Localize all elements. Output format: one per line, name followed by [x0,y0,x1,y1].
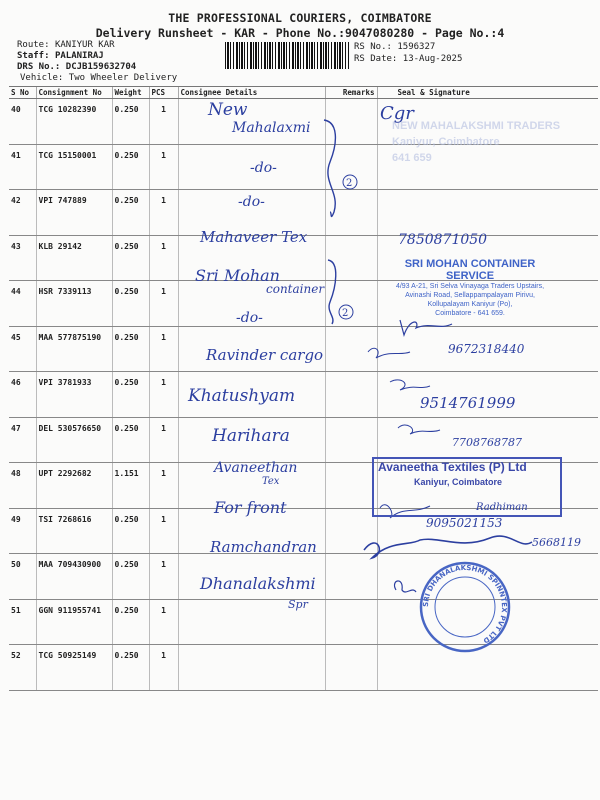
hw-row42: -do- [238,194,265,210]
cell-sno: 43 [9,235,36,281]
cell-pcs: 1 [149,281,178,327]
cell-pcs: 1 [149,417,178,463]
hw-row49: Avaneethan [214,460,298,476]
cell-consignment-no: TCG 50925149 [36,645,112,691]
cell-pcs: 1 [149,144,178,190]
hw-row51: Ramchandran [210,538,317,556]
cell-sno: 41 [9,144,36,190]
phone-row47: 9514761999 [420,394,516,412]
cell-sno: 49 [9,508,36,554]
cell-consignment-no: TSI 7268616 [36,508,112,554]
cell-weight: 0.250 [112,508,149,554]
hw-row50: For front [214,498,287,517]
hw-row47: Khatushyam [188,386,296,406]
sri-mohan-stamp [380,258,560,318]
sig-row52 [394,581,416,592]
cell-sno: 52 [9,645,36,691]
seal-inner-ring [435,577,495,637]
drs-value: DCJB159632704 [65,62,137,72]
runsheet-subtitle: Delivery Runsheet - KAR - Phone No.:9047080280 - Page No.:4 [95,26,505,40]
vehicle-value: Two Wheeler Delivery [68,73,178,83]
round-seal [418,560,512,654]
hw-row45: -do- [236,310,263,326]
cell-pcs: 1 [149,190,178,236]
cell-remarks [325,645,377,691]
hw-row43: Mahaveer Tex [200,228,308,246]
cell-weight: 0.250 [112,235,149,281]
cell-consignment-no: DEL 530576650 [36,417,112,463]
cell-consignment-no: KLB 29142 [36,235,112,281]
staff-value: PALANIRAJ [54,51,104,61]
sri-mohan-line3: Kollupalayam Kaniyur (Po), [427,301,513,308]
col-consignment: Consignment No [36,87,112,99]
cell-consignment-no: TCG 15150001 [36,144,112,190]
cell-pcs: 1 [149,235,178,281]
cell-pcs: 1 [149,554,178,600]
cell-sno: 51 [9,599,36,645]
cell-weight: 0.250 [112,190,149,236]
seal-outer-ring [421,563,509,651]
cell-pcs: 1 [149,645,178,691]
cell-seal-signature [377,190,598,236]
cell-weight: 0.250 [112,372,149,418]
cell-consignment-no: MAA 709430900 [36,554,112,600]
remark-q1: 2 [346,178,353,189]
staff-label: Staff: [17,51,50,61]
hw-row44: Sri Mohan [195,266,280,285]
col-weight: Weight [112,87,149,99]
hw-row49b: Tex [262,476,280,487]
cell-weight: 1.151 [112,463,149,509]
phone-row51: 5668119 [532,536,581,549]
cell-weight: 0.250 [112,99,149,145]
cell-sno: 40 [9,99,36,145]
sig-row47 [390,380,430,390]
cell-pcs: 1 [149,599,178,645]
col-pcs: PCS [149,87,178,99]
cell-consignment-no: VPI 3781933 [36,372,112,418]
cell-sno: 47 [9,417,36,463]
bracket-marks [320,112,380,327]
sig-row51 [364,536,532,558]
cell-consignment-no: MAA 577875190 [36,326,112,372]
vehicle-label: Vehicle: [20,73,64,83]
seal-text: SRI DHANALAKSHMI SPINNTEX PVT LTD [421,563,509,645]
barcode [225,42,349,69]
faded-stamp-showthrough: NEW MAHALAKSHMI TRADERS Kaniyur, Coimbatore 641 659 [392,120,561,164]
hw-row40b: Mahalaxmi [232,120,311,136]
col-consignee: Consignee Details [178,87,325,99]
remark-q2: 2 [342,308,349,319]
staff-line [17,51,104,61]
sig-row48 [398,425,440,434]
cell-pcs: 1 [149,463,178,509]
phone-row48: 7708768787 [452,436,522,449]
avaneetha-stamp [372,457,562,517]
sig-row40: Cgr [380,103,414,124]
sig-row46 [368,348,410,358]
phone-row43: 7850871050 [398,232,488,248]
cell-sno: 44 [9,281,36,327]
cell-pcs: 1 [149,99,178,145]
route-value: KANIYUR KAR [54,40,115,50]
route-label: Route: [17,40,50,50]
vehicle-line [20,73,177,83]
col-seal: Seal & Signature [377,87,598,99]
avaneetha-name: Avaneetha Textiles (P) Ltd [378,460,527,474]
cell-pcs: 1 [149,508,178,554]
rs-no-label: RS No.: [354,42,392,52]
hw-row52: Dhanalakshmi [200,574,316,593]
cell-consignment-no: HSR 7339113 [36,281,112,327]
cell-sno: 48 [9,463,36,509]
rs-no-value: 1596327 [397,42,436,52]
cell-sno: 50 [9,554,36,600]
hw-row46: Ravinder cargo [206,346,324,364]
sig-row45 [400,320,452,335]
company-title: THE PROFESSIONAL COURIERS, COIMBATORE [168,11,432,25]
table-header [9,87,598,99]
phone-row50: 9095021153 [426,516,503,530]
drs-label: DRS No.: [17,62,61,72]
cell-consignment-no: GGN 911955741 [36,599,112,645]
cell-weight: 0.250 [112,554,149,600]
col-remarks: Remarks [325,87,377,99]
rs-number [354,42,435,52]
bracket-44-45 [328,260,336,324]
hw-row48: Harihara [212,426,290,446]
cell-consignee [178,645,325,691]
phone-row46: 9672318440 [448,342,525,356]
sri-mohan-line4: Coimbatore - 641 659. [435,310,505,317]
sri-mohan-title: SRI MOHAN CONTAINER SERVICE [404,258,536,282]
route-line [17,40,115,50]
rs-date [354,54,462,64]
drs-line [17,62,136,72]
cell-weight: 0.250 [112,326,149,372]
cell-sno: 45 [9,326,36,372]
cell-consignment-no: VPI 747889 [36,190,112,236]
cell-weight: 0.250 [112,599,149,645]
hw-row52b: Spr [288,598,308,611]
sri-mohan-line1: 4/93 A-21, Sri Selva Vinayaga Traders Upstairs, [395,283,545,290]
avaneetha-place: Kaniyur, Coimbatore [414,477,503,487]
sri-mohan-line2: Avinashi Road, Sellappampalayam Pirivu, [405,292,535,299]
cell-weight: 0.250 [112,281,149,327]
col-sno: S No [9,87,36,99]
bracket-40-42 [324,120,335,216]
rs-date-label: RS Date: [354,54,398,64]
cell-pcs: 1 [149,372,178,418]
rs-date-value: 13-Aug-2025 [402,54,463,64]
cell-pcs: 1 [149,326,178,372]
cell-weight: 0.250 [112,645,149,691]
cell-weight: 0.250 [112,144,149,190]
sig-row50-name: Radhiman [476,502,528,513]
cell-sno: 42 [9,190,36,236]
cell-weight: 0.250 [112,417,149,463]
cell-consignment-no: TCG 10282390 [36,99,112,145]
hw-row41: -do- [250,160,277,176]
cell-sno: 46 [9,372,36,418]
cell-consignment-no: UPT 2292682 [36,463,112,509]
hw-row44b: container [266,282,325,296]
hw-row40: New [208,100,248,120]
